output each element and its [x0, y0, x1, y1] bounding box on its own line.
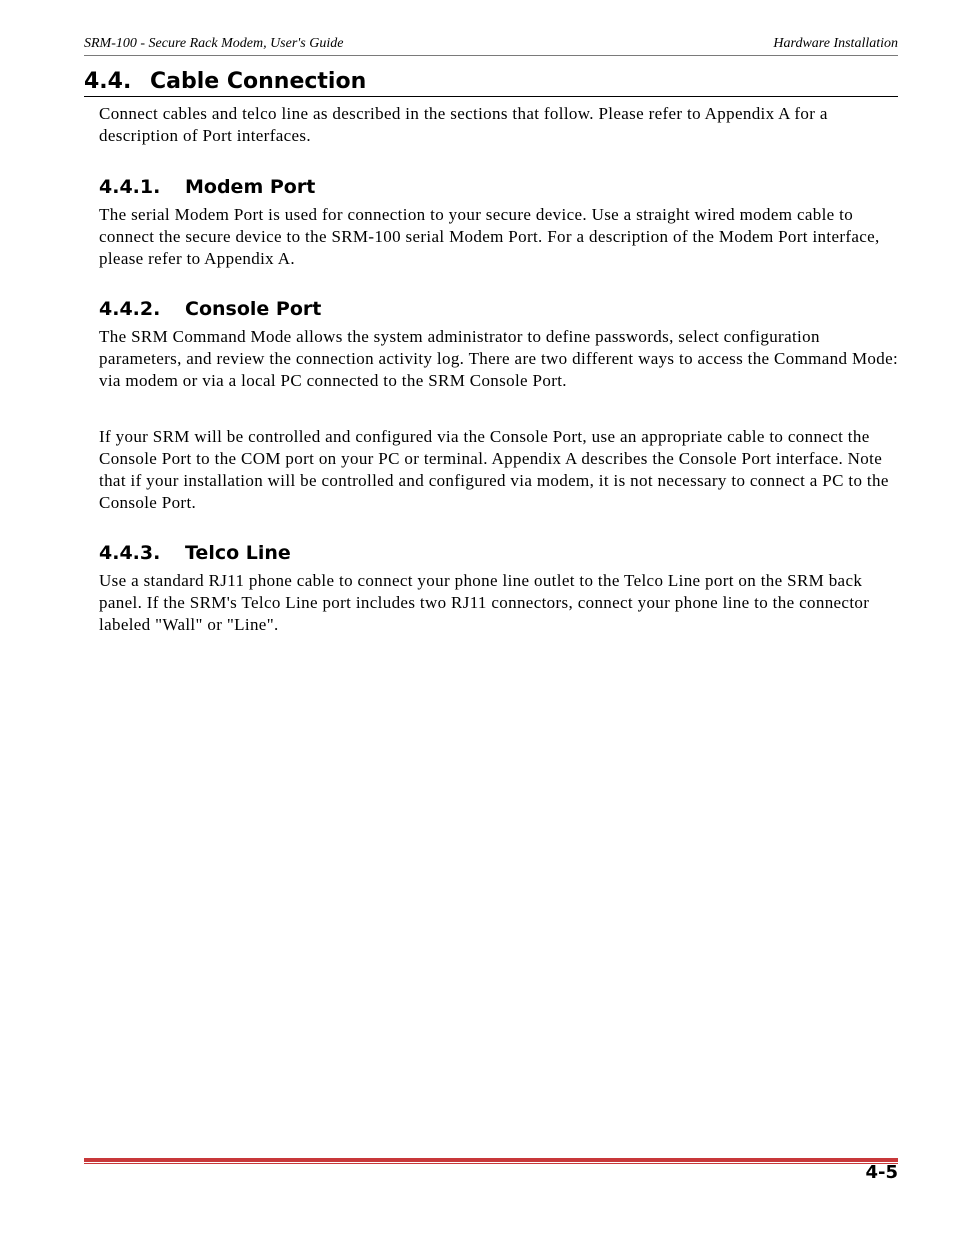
subsection-title: Telco Line: [185, 542, 291, 564]
subsection-number: 4.4.2.: [99, 298, 161, 320]
running-header: [84, 35, 898, 56]
section-title: Cable Connection: [150, 69, 367, 94]
section-number: 4.4.: [84, 69, 132, 94]
subsection-heading-console-port: [99, 297, 321, 321]
section-intro-paragraph: Connect cables and telco line as described in the sections that follow. Please refer to Appendix A for a description of Port interfaces.: [99, 104, 828, 145]
subsection-heading-telco-line: [99, 541, 291, 565]
header-document-title: SRM-100 - Secure Rack Modem, User's Guide: [84, 36, 344, 51]
modem-port-paragraph: The serial Modem Port is used for connection to your secure device. Use a straight wired modem cable to connect the secure device to the SRM-100 serial Modem Port. For a description of the Modem Port interface, please refer to Appendix A.: [99, 205, 880, 268]
subsection-number: 4.4.1.: [99, 176, 161, 198]
footer-rule: [84, 1158, 898, 1162]
section-heading: [84, 68, 898, 97]
console-port-paragraph-2: If your SRM will be controlled and configured via the Console Port, use an appropriate cable to connect the Console Port to the COM port on your PC or terminal. Appendix A describes the Console Port interface. Note that if your installation will be controlled and configured via modem, it is not necessary to connect a PC to the Console Port.: [99, 427, 889, 512]
subsection-title: Console Port: [185, 298, 322, 320]
subsection-heading-modem-port: [99, 175, 315, 199]
console-port-paragraph-1: The SRM Command Mode allows the system administrator to define passwords, select configuration parameters, and review the connection activity log. There are two different ways to access the Command Mode: via modem or via a local PC connected to the SRM Console Port.: [99, 327, 899, 390]
header-chapter-title: Hardware Installation: [773, 36, 898, 51]
subsection-number: 4.4.3.: [99, 542, 161, 564]
telco-line-paragraph: Use a standard RJ11 phone cable to connect your phone line outlet to the Telco Line port on the SRM back panel. If the SRM's Telco Line port includes two RJ11 connectors, connect your phone line to the connector labeled "Wall" or "Line".: [99, 571, 870, 634]
page-number: 4-5: [865, 1162, 898, 1183]
footer-rule-thin: [84, 1163, 898, 1164]
subsection-title: Modem Port: [185, 176, 316, 198]
